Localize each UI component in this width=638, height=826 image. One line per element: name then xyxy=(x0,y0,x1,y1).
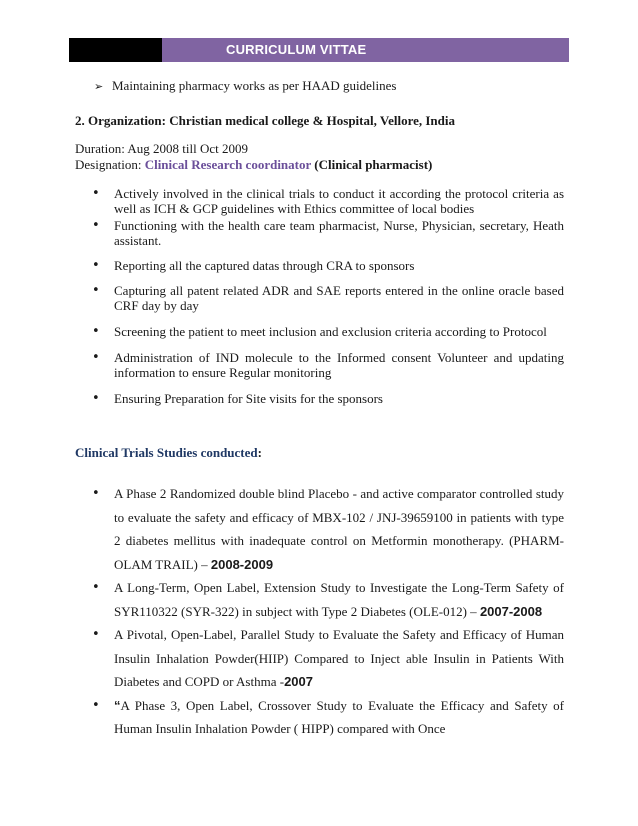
list-item: • A Phase 2 Randomized double blind Placebo - and active comparator controlled study to evaluate the safety and efficacy of MBX-102 / JNJ-39659100 in patients with type 2 diabetes mellitus with inadequate control on Metformin monotherapy. (PHARM-OLAM TRAIL) – 2008-2009 xyxy=(92,482,564,576)
list-item: • Screening the patient to meet inclusion and exclusion criteria according to Protocol xyxy=(92,324,547,339)
list-item: • “A Phase 3, Open Label, Crossover Study to Evaluate the Efficacy and Safety of Human Insulin Inhalation Powder ( HIPP) compared with Once xyxy=(92,694,564,741)
top-list-item xyxy=(94,78,397,94)
bullet-icon: • xyxy=(92,324,100,339)
list-item: • Capturing all patent related ADR and SAE reports entered in the online oracle based CRF day by day xyxy=(92,283,564,313)
bullet-icon: • xyxy=(92,391,100,406)
list-item: • Reporting all the captured datas through CRA to sponsors xyxy=(92,258,415,273)
designation-role: Clinical Research coordinator xyxy=(144,157,312,172)
designation-line xyxy=(75,157,432,172)
bullet-icon: • xyxy=(92,258,100,273)
list-item: • Actively involved in the clinical trials to conduct it according the protocol criteria as well as ICH & GCP guidelines with Ethics committee of local bodies xyxy=(92,186,564,216)
designation-label: Designation: xyxy=(75,157,145,172)
list-item: • A Long-Term, Open Label, Extension Study to Investigate the Long-Term Safety of SYR110322 (SYR-322) in subject with Type 2 Diabetes (OLE-012) – 2007-2008 xyxy=(92,576,564,623)
bullet-icon: • xyxy=(92,186,100,201)
list-item: • Administration of IND molecule to the Informed consent Volunteer and updating information to ensure Regular monitoring xyxy=(92,350,564,380)
study-years: 2007 xyxy=(284,674,313,689)
bullet-icon: • xyxy=(92,697,100,713)
list-item: • Ensuring Preparation for Site visits for the sponsors xyxy=(92,391,383,406)
bullet-icon: • xyxy=(92,218,100,233)
bullet-icon: • xyxy=(92,627,100,642)
bullet-icon: • xyxy=(92,580,100,595)
list-item: • A Pivotal, Open-Label, Parallel Study to Evaluate the Safety and Efficacy of Human Insulin Inhalation Powder(HIIP) Compared to Inject able Insulin in Patients With Diabetes and COPD or Asthma -2007 xyxy=(92,623,564,694)
top-list-item-text: Maintaining pharmacy works as per HAAD guidelines xyxy=(112,78,397,93)
study-years: 2008-2009 xyxy=(210,556,274,572)
study-years: 2007-2008 xyxy=(479,603,543,619)
bullet-icon: • xyxy=(92,486,100,501)
banner-title: CURRICULUM VITTAE xyxy=(162,38,569,62)
arrow-bullet-icon: ➢ xyxy=(94,80,104,93)
responsibilities-list xyxy=(92,186,564,406)
organization-heading: 2. Organization: Christian medical college & Hospital, Vellore, India xyxy=(75,113,456,128)
bullet-icon: • xyxy=(92,350,100,365)
studies-list xyxy=(92,482,564,741)
banner-black-block xyxy=(69,38,162,62)
cv-banner xyxy=(69,38,569,62)
bullet-icon: • xyxy=(92,283,100,298)
studies-heading: Clinical Trials Studies conducted: xyxy=(75,445,262,460)
list-item: • Functioning with the health care team pharmacist, Nurse, Physician, secretary, Heath assistant. xyxy=(92,218,564,248)
designation-subtitle: (Clinical pharmacist) xyxy=(311,157,433,172)
duration-line: Duration: Aug 2008 till Oct 2009 xyxy=(75,141,248,156)
